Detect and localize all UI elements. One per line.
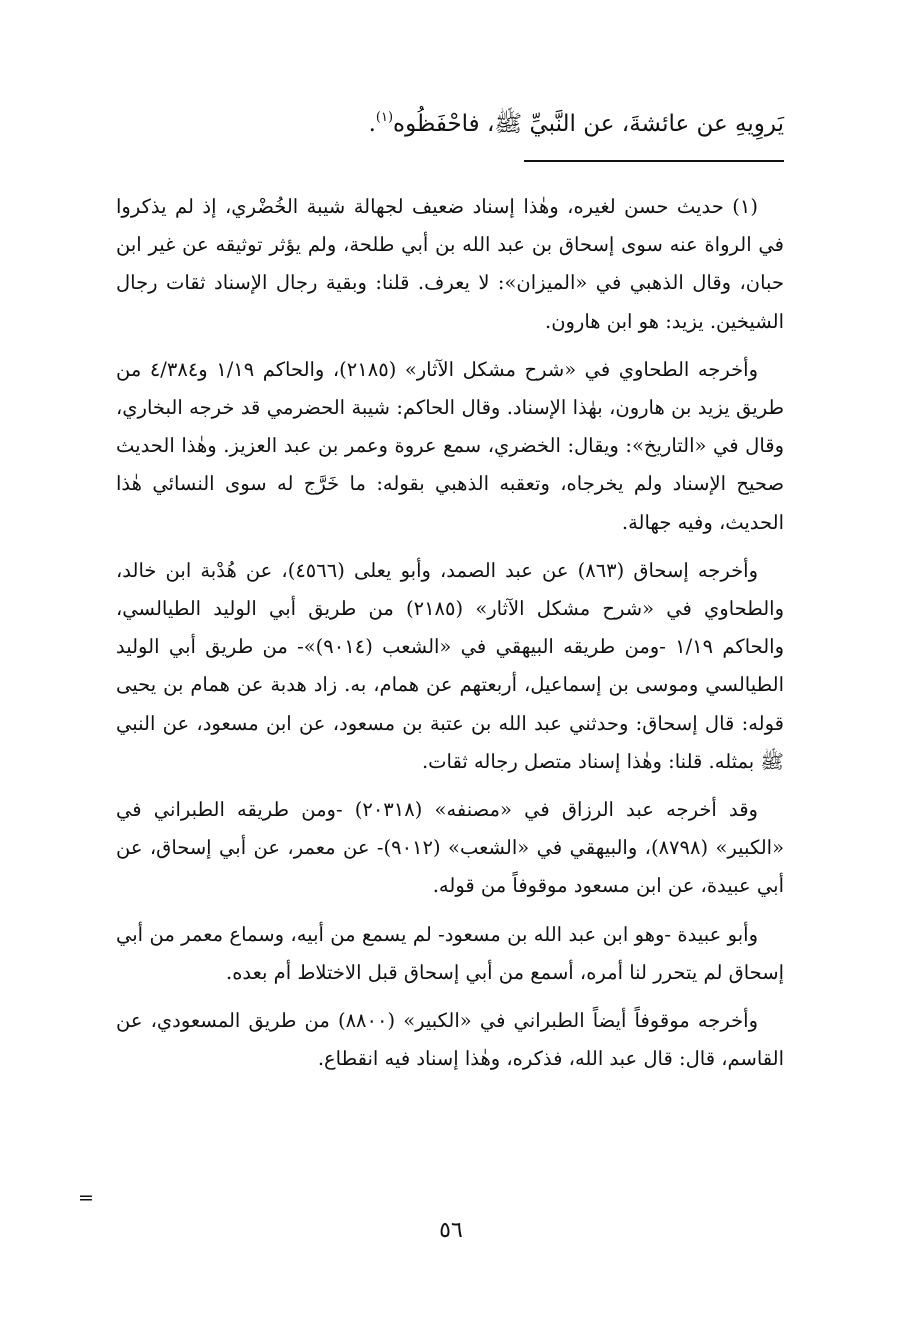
- footnote-paragraph-3: وأخرجه إسحاق (٨٦٣) عن عبد الصمد، وأبو يعلى (٤٥٦٦)، عن هُدْبة ابن خالد، والطحاوي في «شرح مشكل الآثار» (٢١٨٥) من طريق أبي الوليد الطيالسي، والحاكم ١/١٩ -ومن طريقه البيهقي في «الشعب (٩٠١٤)»- من طريق أبي الوليد الطيالسي وموسى بن إسماعيل، أربعتهم عن همام، به. زاد هدبة عن همام بن يحيى قوله: قال إسحاق: وحدثني عبد الله بن عتبة بن مسعود، عن ابن مسعود، عن النبي ﷺ بمثله. قلنا: وهٰذا إسناد متصل رجاله ثقات.: [116, 558, 785, 773]
- main-text-end: .: [368, 111, 376, 137]
- footnote-paragraph-1: (١) حديث حسن لغيره، وهٰذا إسناد ضعيف لجهالة شيبة الخُضْري، إذ لم يذكروا في الرواة عنه سوى إسحاق بن عبد الله بن أبي طلحة، ولم يؤثر توثيقه عن غير ابن حبان، وقال الذهبي في «الميزان»: لا يعرف. قلنا: وبقية رجال الإسناد ثقات رجال الشيخين. يزيد: هو ابن هارون.: [116, 195, 784, 333]
- footnote-paragraph-5: وأبو عبيدة -وهو ابن عبد الله بن مسعود- لم يسمع من أبيه، وسماع معمر من أبي إسحاق لم يتحرر لنا أمره، أسمع من أبي إسحاق قبل الاختلاط أم بعده.: [116, 922, 784, 984]
- footnote-paragraph-6: وأخرجه موقوفاً أيضاً الطبراني في «الكبير» (٨٨٠٠) من طريق المسعودي، عن القاسم، قال: قال عبد الله، فذكره، وهٰذا إسناد فيه انقطاع.: [116, 1009, 784, 1071]
- main-text: يَروِيهِ عن عائشةَ، عن النَّبيِّ ﷺ، فاحْفَظُوه: [393, 111, 784, 137]
- page-number: ٥٦: [439, 1218, 463, 1243]
- footnote-separator: [524, 160, 784, 162]
- footnote-paragraph-4: وقد أخرجه عبد الرزاق في «مصنفه» (٢٠٣١٨) -ومن طريقه الطبراني في «الكبير» (٨٧٩٨)، والبيهقي في «الشعب» (٩٠١٢)- عن معمر، عن أبي إسحاق، عن أبي عبيدة، عن ابن مسعود موقوفاً من قوله.: [116, 798, 785, 898]
- continuation-mark: =: [78, 1187, 94, 1209]
- footnote-paragraph-2: وأخرجه الطحاوي في «شرح مشكل الآثار» (٢١٨٥)، والحاكم ١/١٩ و٤/٣٨٤ من طريق يزيد بن هارون، بهٰذا الإسناد. وقال الحاكم: شيبة الحضرمي قد خرجه البخاري، وقال في «التاريخ»: ويقال: الخضري، سمع عروة وعمر بن عبد العزيز. وهٰذا الحديث صحيح الإسناد ولم يخرجاه، وتعقبه الذهبي بقوله: ما خَرَّج له سوى النسائي هٰذا الحديث، وفيه جهالة.: [116, 357, 784, 534]
- footnote-marker: (١): [375, 110, 394, 125]
- footnotes-section: [116, 188, 784, 1088]
- main-text-line: [100, 98, 784, 144]
